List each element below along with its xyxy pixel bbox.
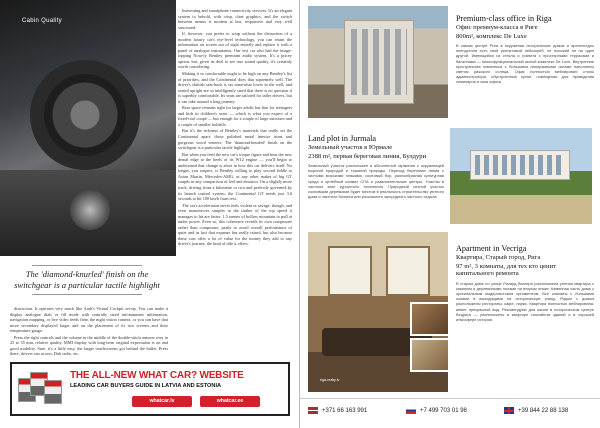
article-column-b xyxy=(178,8,292,248)
listing-meta: 2388 m², первая береговая линия, Булдури xyxy=(308,152,427,160)
uk-flag-icon xyxy=(504,407,514,414)
article-paragraph: Press the right controls and the volume in the middle of the double-stitch armrest over in 25 to 35 mm, relative quality. MMI display with long-term original expectation is on and good usability. Sure, it's a little easy, the larger touchscreens got behind the bullet. Press there, drivers can access, Dab radio, etc. xyxy=(10,334,168,357)
car-interior-photo xyxy=(0,0,176,256)
article-paragraph: But when you feed the new car's torque figure and hear the new dental edge to the heels of its W12 engine — you'll begin to understand that change is afoot in how this car delivers itself. No longer, you suspect, is Bentley willing to play second fiddle to Aston Martin, Mercedes-AMG, or any other maker of big GT coupés in any comparison of feel and emotion. On a slightly more track, driving from a kilometre or two and perfectly governed by its launch control system, the Continental GT needs just 3.6 seconds to hit 100 km/h from rest. xyxy=(178,151,292,202)
article-paragraph: If, however, you prefer to wrap without the distraction of a modern luxury car's eye-level technology, you can retain the information on screen out of sight entirely and replace it with a panel of analogue instruments. Our test car also had the image-topping Nota-fy Bentley premium audio system. It's a pricey option, but, given its deal to see true sound quality, it's certainly worth considering. xyxy=(178,31,292,70)
article-paragraph: But it's the richness of Bentley's materials that really set the Continental apart: those polished metal interior trims and gorgeous wood veneers. The 'diamond-knurled' finish on the switchgear is a particular tactile highlight. xyxy=(178,128,292,151)
window-graphic xyxy=(328,246,372,296)
apartment-inset-photo xyxy=(410,302,450,336)
article-column-a xyxy=(10,306,168,358)
listing-body: Земельный участок расположен в абсолютной гармонии с окружающей морской природой и тишиной природы. Переход береговая линия с чистыми морскими пляжами, сосновый бор, разнообразная культурная среда и целебный климат СПА и развлекательные центры. Участок в частном зоне курортного поселения. Природный лесной участок сосновыми деревьями будет местом в реальность строительство уютного дома и частного бизнеса или роскошного загородного частного отдыха. xyxy=(308,163,444,200)
window-graphic xyxy=(386,246,430,296)
apartment-inset-photo xyxy=(410,338,450,372)
listing-meta: 800m², комплекс De Luxe xyxy=(456,32,527,40)
listing-subtitle: Квартира, Старый город, Рига xyxy=(456,254,541,261)
contact-footer xyxy=(300,398,600,428)
whatcar-ee-link[interactable]: whatcar.ee xyxy=(200,396,260,407)
phone-uk[interactable]: +39 844 22 88 138 xyxy=(518,408,569,414)
advert-subline: LEADING CAR BUYERS GUIDE IN LATVIA AND ESTONIA xyxy=(70,383,222,389)
right-page xyxy=(300,0,600,428)
article-paragraph: Rear space remains tight for larger adults but fine for teenagers and kids in children's seats — which is what you expect of a fixed-roof coupé — but enough for a couple of large suitcases and a couple of smaller holdalls. xyxy=(178,105,292,127)
photo-credit: riga-realty.lv xyxy=(320,378,340,382)
listing-vecriga-apartment xyxy=(456,244,594,322)
whatcar-lv-link[interactable]: whatcar.lv xyxy=(132,396,192,407)
office-building-photo xyxy=(308,6,448,118)
hotel-graphic xyxy=(470,150,570,180)
article-paragraph: The car's acceleration never feels violent or savage, though, and even manoeuvres simpler in the timber of the top speed it manages to hit are faster. 1.5 tonnes of hollow mountain to pull at under power. Even so, this coherence reveals its own composure rather than composure, partly to avoid overall performance of quiet and in fact that expanse has really raised, but also because these cars offer a lot of value for the money they add to any driver's journey, the kind of ride it offers. xyxy=(178,202,292,247)
listing-jurmala-plot xyxy=(308,134,444,199)
listing-title: Apartment in Vecriga xyxy=(456,244,527,253)
knurled-knob-graphic xyxy=(70,190,110,230)
phone-russia[interactable]: +7 499 703 01 98 xyxy=(420,408,467,414)
magazine-covers-graphic xyxy=(16,368,66,410)
phone-latvia[interactable]: +371 66 163 991 xyxy=(322,408,368,414)
listing-subtitle: Офис премиум-класса в Риге xyxy=(456,24,538,31)
latvia-flag-icon xyxy=(308,407,318,414)
listing-meta: 97 m², 3 комнаты, для тех кто ценит капитального ремонта xyxy=(456,262,556,277)
building-graphic xyxy=(344,20,414,104)
whatcar-advert[interactable] xyxy=(10,362,290,416)
steering-wheel-graphic xyxy=(30,60,140,170)
jurmala-hotel-photo xyxy=(450,128,592,224)
listing-body: В самом центре Риги в окружении исторических домов и архитектуры югендстиля есть свой реликтовый небоскрёб, не похожий ни на один другой. Имеющийся из стекла и гранита с просторными террасами и балконами — многофункциональный жилой комплекс De Luxe. Внутренние пространства комплекса с большими панорамными окнами наполнены светом рижского солнца. Офис полностью меблирован: столы администратора, обустроенные кухни, помещения для проведения семинаров и зона офиса. xyxy=(456,43,594,85)
magazine-cover-icon xyxy=(44,380,62,404)
article-paragraph: Making it so comfortable ought to be high on any Bentley's list of priorities, and the Continental does that supremely well. The driver's skittish seat-back is set somewhat lower in the well, and seated upright are so intelligently sized that there is no question it is superbly comfortable. Its seats are tailored for taller drivers, but it can take around a long journey. xyxy=(178,71,292,104)
article-paragraph: Interesting and smartphone connectivity services. It's an elegant system to behold, with crisp, clear graphics, and the switch between menus is modern at last, responsive and very well structured. xyxy=(178,8,292,30)
listing-riga-office xyxy=(456,14,594,85)
photo-caption: The 'diamond-knurled' finish on the switchgear is a particular tactile highlight xyxy=(12,262,162,298)
listing-title: Land plot in Jurmala xyxy=(308,134,376,143)
advert-headline: THE ALL-NEW WHAT CAR? WEBSITE xyxy=(70,370,244,381)
listing-subtitle: Земельный участок в Юрмале xyxy=(308,144,393,151)
russia-flag-icon xyxy=(406,407,416,414)
listing-title: Premium-class office in Riga xyxy=(456,14,552,23)
photo-kicker: Cabin Quality xyxy=(22,18,62,24)
article-paragraph: distraction. It operates very much like Audi's Virtual Cockpit set-up. You can make it display analogue dials or fill mode with centrally sized infotainment information, navigation mapping, or live video feeds from the night vision camera, or you can have that more secondary displayed larger and on the placement of its two screens and their temperature gauge. xyxy=(10,306,168,334)
listing-body: В старом доме по улице Рихард Вагнера расположена уютная квартира с камином и деревянными полами на вторым этаже. Каменная часть дома с оригинальным модернистским орнаментом. Все комнаты с большими окнами в выходящими на историческую улицу. Рядом с домом расположены рестораны, кафе, парки. Квартира полностью меблирована, имеет прекрасный вид. Рекомендуем для жизни в историческом центре Вецрига — расположено в квартире спокойном зданий и в хорошей атмосфере истории. xyxy=(456,280,594,322)
